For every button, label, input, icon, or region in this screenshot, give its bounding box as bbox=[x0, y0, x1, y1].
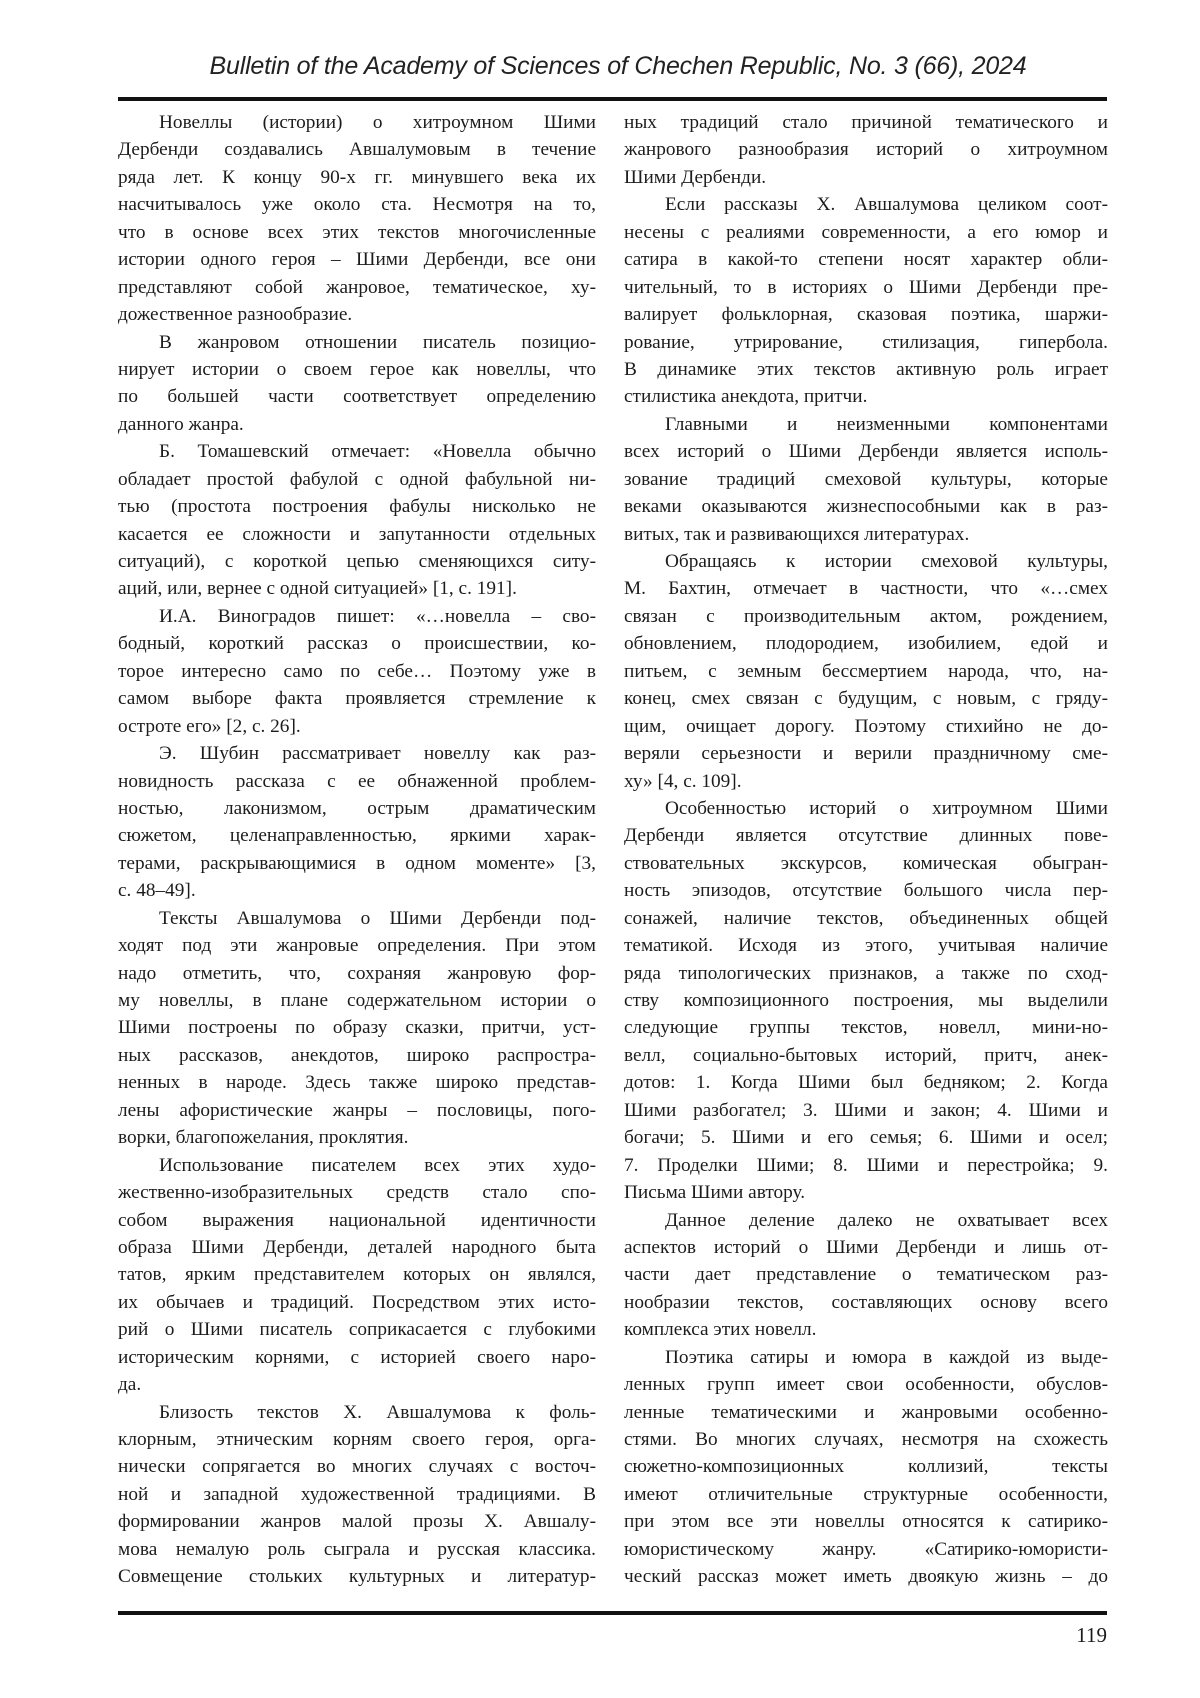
text-line: сатира в какой-то степени носят характер обли- bbox=[624, 249, 1108, 271]
text-line: историческим корнями, с историей своего наро- bbox=[118, 1346, 596, 1368]
text-line: Особенностью историй о хитроумном Шими bbox=[665, 797, 1108, 819]
text-line: клорным, этническим корням своего героя, орга- bbox=[118, 1429, 596, 1450]
paragraph bbox=[624, 191, 1108, 411]
text-line: ных рассказов, анекдотов, широко распростра- bbox=[118, 1044, 596, 1066]
text-line: чительный, то в историях о Шими Дербенди пре- bbox=[624, 276, 1108, 298]
text-line: что в основе всех этих текстов многочисленные bbox=[118, 221, 596, 243]
text-line: их обычаев и традиций. Посредством этих исто- bbox=[118, 1291, 596, 1313]
text-line: Б. Томашевский отмечает: «Новелла обычно bbox=[159, 441, 596, 463]
text-line: Новеллы (истории) о хитроумном Шими bbox=[159, 112, 596, 133]
text-line: сюжетно-композиционных коллизий, тексты bbox=[624, 1456, 1108, 1478]
text-line: сюжетом, целенаправленностью, яркими харак- bbox=[118, 825, 596, 847]
text-line: собом выражения национальной идентичности bbox=[118, 1209, 596, 1231]
text-line: ность эпизодов, отсутствие большого числа пер- bbox=[624, 880, 1108, 902]
text-line: тематикой. Исходя из этого, учитывая наличие bbox=[624, 935, 1108, 957]
text-line: нически сопрягается во многих случаях с восточ- bbox=[118, 1456, 596, 1478]
text-line: стилистика анекдота, притчи. bbox=[624, 386, 868, 408]
text-line: конец, смех связан с будущим, с новым, с гряду- bbox=[624, 688, 1108, 710]
text-line: Дербенди создавались Авшалумовым в течение bbox=[118, 139, 596, 161]
text-line: Главными и неизменными компонентами bbox=[665, 413, 1108, 435]
text-line: обладает простой фабулой с одной фабульной ни- bbox=[118, 468, 596, 490]
text-line: да. bbox=[118, 1374, 142, 1396]
text-line: Обращаясь к истории смеховой культуры, bbox=[665, 551, 1108, 572]
text-line: ряда лет. К концу 90-х гг. минувшего века их bbox=[118, 166, 596, 188]
text-line: Письма Шими автору. bbox=[624, 1182, 806, 1204]
paragraph bbox=[118, 438, 596, 603]
text-line: комплекса этих новелл. bbox=[624, 1319, 817, 1341]
text-line: 7. Проделки Шими; 8. Шими и перестройка; 9. bbox=[624, 1154, 1108, 1176]
text-line: самом выборе факта проявляется стремление к bbox=[118, 688, 596, 710]
text-line: Если рассказы Х. Авшалумова целиком соот- bbox=[665, 194, 1108, 216]
text-line: жественно-изобразительных средств стало спо- bbox=[118, 1182, 596, 1204]
text-line: велл, социально-бытовых историй, притч, анек- bbox=[624, 1044, 1108, 1066]
text-line: истории одного героя – Шими Дербенди, все они bbox=[118, 249, 596, 271]
footer-rule bbox=[118, 1611, 1107, 1615]
text-line: богачи; 5. Шими и его семья; 6. Шими и осел; bbox=[624, 1127, 1108, 1149]
text-line: дожественное разнообразие. bbox=[118, 304, 353, 326]
text-line: с. 48–49]. bbox=[118, 880, 196, 902]
paragraph bbox=[118, 329, 596, 439]
text-line: В динамике этих текстов активную роль играет bbox=[624, 358, 1108, 380]
text-line: бодный, короткий рассказ о происшествии, ко- bbox=[118, 633, 596, 655]
text-line: по большей части соответствует определению bbox=[118, 386, 596, 408]
journal-running-header: Bulletin of the Academy of Sciences of Chechen Republic, No. 3 (66), 2024 bbox=[209, 52, 1027, 80]
text-line: татов, ярким представителем которых он являлся, bbox=[118, 1264, 596, 1286]
text-line: му новеллы, в плане содержательном истории о bbox=[118, 990, 596, 1011]
text-line: ходят под эти жанровые определения. При этом bbox=[118, 935, 596, 957]
text-line: несены с реалиями современности, а его юмор и bbox=[624, 221, 1108, 243]
text-line: нирует истории о своем герое как новеллы, что bbox=[118, 358, 596, 380]
text-line: касается ее сложности и запутанности отдельных bbox=[118, 523, 596, 545]
text-line: юмористическому жанру. «Сатирико-юмористи- bbox=[624, 1538, 1108, 1560]
text-line: ленные тематическими и жанровыми особенно- bbox=[624, 1401, 1108, 1423]
text-line: Данное деление далеко не охватывает всех bbox=[665, 1209, 1108, 1231]
text-line: Дербенди является отсутствие длинных пове- bbox=[624, 825, 1108, 847]
text-line: насчитывалось уже около ста. Несмотря на то, bbox=[118, 194, 596, 216]
text-line: ных традиций стало причиной тематического и bbox=[624, 112, 1108, 133]
page-number: 119 bbox=[1076, 1623, 1107, 1647]
text-line: нообразии текстов, составляющих основу всего bbox=[624, 1291, 1108, 1313]
paragraph bbox=[118, 109, 596, 329]
text-line: валирует фольклорная, сказовая поэтика, шаржи- bbox=[624, 304, 1108, 326]
text-line: Поэтика сатиры и юмора в каждой из выде- bbox=[665, 1346, 1108, 1368]
text-line: ствовательных экскурсов, комическая обыгран- bbox=[624, 852, 1108, 874]
text-line: М. Бахтин, отмечает в частности, что «…смех bbox=[624, 578, 1108, 600]
paragraph bbox=[624, 1207, 1108, 1344]
paragraph bbox=[118, 1399, 596, 1591]
text-line: И.А. Виноградов пишет: «…новелла – сво- bbox=[159, 605, 596, 627]
text-line: питьем, с земным бессмертием народа, что, на- bbox=[624, 660, 1108, 682]
text-line: образа Шими Дербенди, деталей народного быта bbox=[118, 1236, 596, 1258]
text-line: части дает представление о тематическом раз- bbox=[624, 1264, 1108, 1286]
text-line: имеют отличительные структурные особенности, bbox=[624, 1483, 1108, 1505]
text-line: ворки, благопожелания, проклятия. bbox=[118, 1127, 409, 1149]
text-line: мова немалую роль сыграла и русская классика. bbox=[118, 1538, 596, 1560]
paragraph bbox=[624, 411, 1108, 548]
text-line: всех историй о Шими Дербенди является исполь- bbox=[624, 441, 1108, 463]
text-line: щим, очищает дорогу. Поэтому стихийно не до- bbox=[624, 715, 1108, 737]
text-line: тью (простота построения фабулы нисколько не bbox=[118, 496, 596, 518]
paragraph bbox=[624, 795, 1108, 1207]
text-line: при этом все эти новеллы относятся к сатирико- bbox=[624, 1511, 1108, 1533]
paragraph bbox=[624, 1344, 1108, 1591]
paragraph bbox=[624, 109, 1108, 191]
text-line: ностью, лаконизмом, острым драматическим bbox=[118, 797, 596, 819]
paragraph bbox=[118, 740, 596, 905]
text-line: зование традиций смеховой культуры, которые bbox=[624, 468, 1108, 490]
text-line: Тексты Авшалумова о Шими Дербенди под- bbox=[159, 907, 596, 929]
text-line: Шими построены по образу сказки, притчи, уст- bbox=[118, 1017, 596, 1039]
text-line: новидность рассказа с ее обнаженной проблем- bbox=[118, 770, 596, 792]
text-line: терами, раскрывающимися в одном моменте» [3, bbox=[118, 852, 596, 874]
text-line: связан с производительным актом, рождением, bbox=[624, 605, 1108, 627]
text-line: витых, так и развивающихся литературах. bbox=[624, 523, 970, 545]
text-line: ху» [4, с. 109]. bbox=[624, 770, 742, 792]
header-rule bbox=[118, 97, 1107, 101]
text-line: лены афористические жанры – пословицы, пого- bbox=[118, 1099, 596, 1121]
text-line: аций, или, вернее с одной ситуацией» [1, с. 191]. bbox=[118, 578, 517, 600]
text-line: рование, утрирование, стилизация, гипербола. bbox=[624, 331, 1108, 353]
text-line: Близость текстов Х. Авшалумова к фоль- bbox=[159, 1401, 596, 1423]
text-line: Использование писателем всех этих худо- bbox=[159, 1154, 596, 1176]
text-line: формировании жанров малой прозы Х. Авшалу- bbox=[118, 1511, 596, 1533]
text-line: стями. Во многих случаях, несмотря на схожесть bbox=[624, 1429, 1108, 1450]
text-line: Э. Шубин рассматривает новеллу как раз- bbox=[159, 743, 596, 765]
text-line: рий о Шими писатель соприкасается с глубокими bbox=[118, 1319, 596, 1341]
text-line: веками оказываются жизнеспособными как в раз- bbox=[624, 496, 1108, 518]
text-line: ситуаций), с короткой цепью сменяющихся ситу- bbox=[118, 551, 596, 572]
text-line: В жанровом отношении писатель позицио- bbox=[159, 331, 596, 353]
text-line: данного жанра. bbox=[118, 413, 244, 435]
text-line: сонажей, наличие текстов, объединенных общей bbox=[624, 907, 1108, 929]
right-column bbox=[624, 109, 1108, 1591]
text-line: Совмещение стольких культурных и литератур- bbox=[118, 1566, 596, 1588]
text-line: надо отметить, что, сохраняя жанровую фор- bbox=[118, 962, 596, 984]
text-line: следующие группы текстов, новелл, мини-но- bbox=[624, 1017, 1108, 1039]
text-line: ной и западной художественной традициями. В bbox=[118, 1483, 596, 1505]
text-line: дотов: 1. Когда Шими был бедняком; 2. Когда bbox=[624, 1072, 1108, 1094]
text-line: ряда типологических признаков, а также по сход- bbox=[624, 962, 1108, 984]
paragraph bbox=[118, 905, 596, 1152]
text-line: ленных групп имеет свои особенности, обуслов- bbox=[624, 1374, 1108, 1396]
text-line: ству композиционного построения, мы выделили bbox=[624, 990, 1108, 1011]
text-line: аспектов историй о Шими Дербенди и лишь от- bbox=[624, 1236, 1108, 1258]
paragraph bbox=[118, 603, 596, 740]
text-line: Шими Дербенди. bbox=[624, 166, 767, 188]
text-line: ненных в народе. Здесь также широко представ- bbox=[118, 1072, 596, 1094]
text-line: жанрового разнообразия историй о хитроумном bbox=[624, 139, 1108, 161]
text-line: остроте его» [2, с. 26]. bbox=[118, 715, 301, 737]
text-line: представляют собой жанровое, тематическое, ху- bbox=[118, 276, 596, 298]
text-line: торое интересно само по себе… Поэтому уже в bbox=[118, 660, 596, 682]
left-column bbox=[118, 109, 596, 1591]
paragraph bbox=[624, 548, 1108, 795]
text-line: ческий рассказ может иметь двоякую жизнь – до bbox=[624, 1566, 1108, 1588]
text-line: Шими разбогател; 3. Шими и закон; 4. Шими и bbox=[624, 1099, 1108, 1121]
text-line: обновлением, плодородием, изобилием, едой и bbox=[624, 633, 1108, 655]
text-line: веряли серьезности и верили праздничному сме- bbox=[624, 743, 1108, 765]
paragraph bbox=[118, 1152, 596, 1399]
